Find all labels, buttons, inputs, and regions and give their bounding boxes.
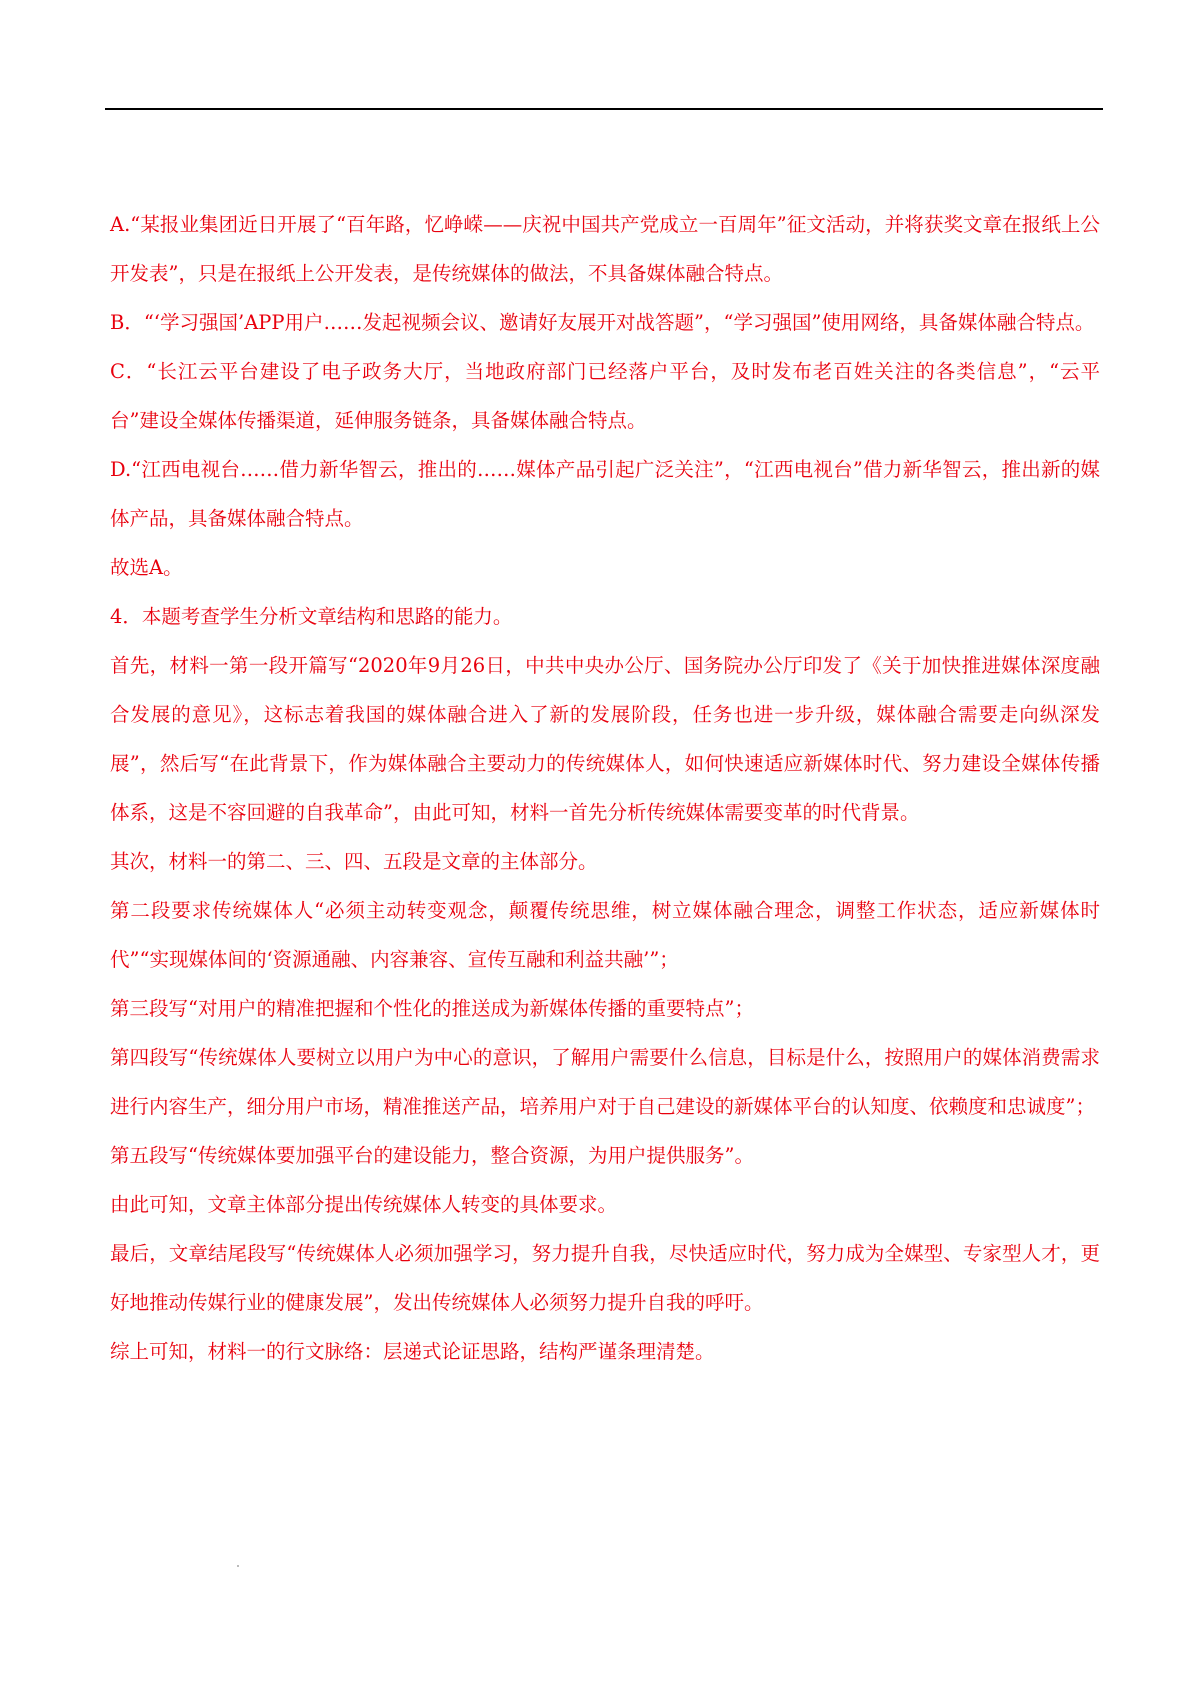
option-c-analysis: C．“长江云平台建设了电子政务大厅，当地政府部门已经落户平台，及时发布老百姓关注的各类信息”，“云平台”建设全媒体传播渠道，延伸服务链条，具备媒体融合特点。 xyxy=(110,360,1100,432)
paragraph-four-analysis: 第四段写“传统媒体人要树立以用户为中心的意识，了解用户需要什么信息，目标是什么，按照用户的媒体消费需求进行内容生产，细分用户市场，精准推送产品，培养用户对于自己建设的新媒体平台的认知度、依赖度和忠诚度”； xyxy=(110,1046,1100,1118)
option-d-analysis: D.“江西电视台……借力新华智云，推出的……媒体产品引起广泛关注”，“江西电视台”借力新华智云，推出新的媒体产品，具备媒体融合特点。 xyxy=(110,458,1100,530)
paragraph-three-analysis: 第三段写“对用户的精准把握和个性化的推送成为新媒体传播的重要特点”； xyxy=(110,997,754,1020)
option-a-analysis: A.“某报业集团近日开展了“百年路，忆峥嵘——庆祝中国共产党成立一百周年”征文活动，并将获奖文章在报纸上公开发表”，只是在报纸上公开发表，是传统媒体的做法，不具备媒体融合特点。 xyxy=(110,213,1100,285)
final-analysis: 最后，文章结尾段写“传统媒体人必须加强学习，努力提升自我，尽快适应时代，努力成为全媒型、专家型人才，更好地推动传媒行业的健康发展”，发出传统媒体人必须努力提升自我的呼吁。 xyxy=(110,1242,1100,1314)
second-analysis: 其次，材料一的第二、三、四、五段是文章的主体部分。 xyxy=(110,850,598,873)
first-analysis: 首先，材料一第一段开篇写“2020年9月26日，中共中央办公厅、国务院办公厅印发了《关于加快推进媒体深度融合发展的意见》，这标志着我国的媒体融合进入了新的发展阶段，任务也进一步升级，媒体融合需要走向纵深发展”，然后写“在此背景下，作为媒体融合主要动力的传统媒体人，如何快速适应新媒体时代、努力建设全媒体传播体系，这是不容回避的自我革命”，由此可知，材料一首先分析传统媒体需要变革的时代背景。 xyxy=(110,654,1100,824)
answer-explanation xyxy=(110,200,1100,1376)
paragraph-five-analysis: 第五段写“传统媒体要加强平台的建设能力，整合资源，为用户提供服务”。 xyxy=(110,1144,754,1167)
overall-conclusion: 综上可知，材料一的行文脉络：层递式论证思路，结构严谨条理清楚。 xyxy=(110,1340,715,1363)
header-rule xyxy=(105,108,1103,110)
paragraph-two-analysis: 第二段要求传统媒体人“必须主动转变观念，颠覆传统思维，树立媒体融合理念，调整工作状态，适应新媒体时代”“实现媒体间的‘资源通融、内容兼容、宣传互融和利益共融’”； xyxy=(110,899,1100,971)
body-summary: 由此可知，文章主体部分提出传统媒体人转变的具体要求。 xyxy=(110,1193,618,1216)
question-4-intro: 4．本题考查学生分析文章结构和思路的能力。 xyxy=(110,605,513,628)
footer-dot xyxy=(237,1565,239,1567)
option-b-analysis: B．“‘学习强国’APP用户……发起视频会议、邀请好友展开对战答题”，“学习强国”使用网络，具备媒体融合特点。 xyxy=(110,311,1095,334)
answer-conclusion: 故选A。 xyxy=(110,556,183,579)
